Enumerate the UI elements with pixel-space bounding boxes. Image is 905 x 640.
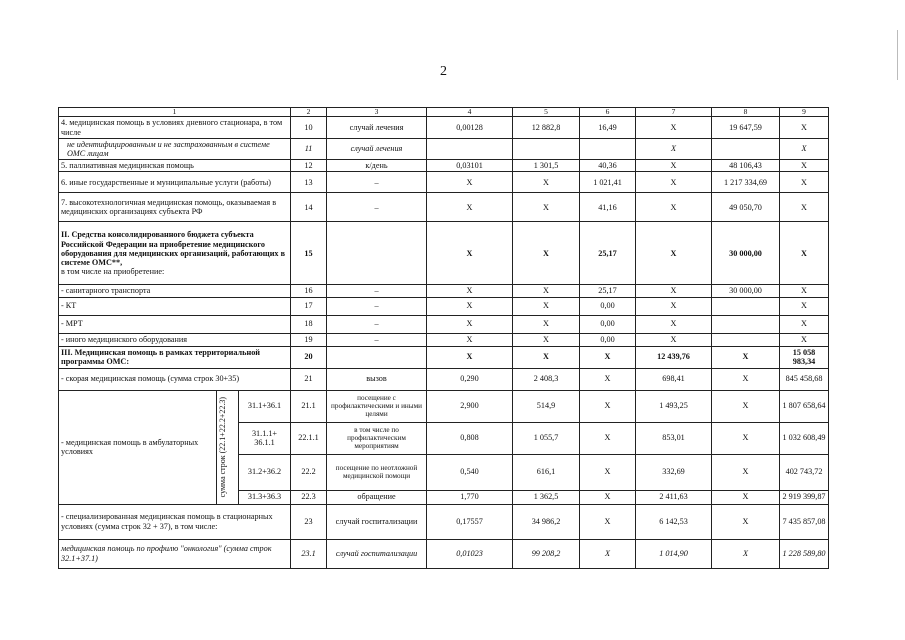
cell: –: [327, 333, 427, 346]
row-name: медицинская помощь по профилю "онкология" (сумма строк 32.1+37.1): [59, 539, 291, 568]
cell: случай госпитализации: [327, 504, 427, 539]
cell: Х: [580, 454, 636, 490]
cell: 7 435 857,08: [780, 504, 829, 539]
cell: –: [327, 172, 427, 193]
cell: 1 055,7: [513, 422, 580, 454]
cell: 16: [291, 285, 327, 297]
cell: Х: [636, 285, 712, 297]
cell: 48 106,43: [712, 160, 780, 172]
table-row: [59, 539, 829, 568]
cell: Х: [636, 160, 712, 172]
header-cell: 7: [636, 108, 712, 117]
cell: Х: [580, 422, 636, 454]
row-name: не идентифицированным и не застрахованным в системе ОМС лицам: [59, 138, 291, 159]
cell: [712, 333, 780, 346]
row-name: - КТ: [59, 297, 291, 315]
header-cell: 5: [513, 108, 580, 117]
cell: Х: [780, 315, 829, 333]
cell: Х: [580, 490, 636, 504]
cell: 332,69: [636, 454, 712, 490]
cell: Х: [712, 539, 780, 568]
cell: 25,17: [580, 285, 636, 297]
cell: 1 228 589,80: [780, 539, 829, 568]
cell: Х: [712, 368, 780, 390]
cell: Х: [636, 222, 712, 285]
cell: 0,00: [580, 297, 636, 315]
cell: 1 032 608,49: [780, 422, 829, 454]
table-row: [59, 297, 829, 315]
cell: 21.1: [291, 390, 327, 422]
cell: Х: [636, 333, 712, 346]
cell: [327, 346, 427, 368]
table-row: [59, 504, 829, 539]
cell: Х: [427, 222, 513, 285]
cell: 845 458,68: [780, 368, 829, 390]
row-name: - скорая медицинская помощь (сумма строк 30+35): [59, 368, 291, 390]
row-name: 7. высокотехнологичная медицинская помощь, оказываемая в медицинских организациях субъекта РФ: [59, 193, 291, 222]
cell: Х: [636, 297, 712, 315]
row-name: - медицинская помощь в амбулаторных условиях: [59, 390, 217, 504]
row-name: - специализированная медицинская помощь в стационарных условиях (сумма строк 32 + 37), в том числе:: [59, 504, 291, 539]
table-row: [59, 368, 829, 390]
cell: Х: [427, 315, 513, 333]
cell: Х: [780, 285, 829, 297]
cell: 41,16: [580, 193, 636, 222]
table-row: [59, 193, 829, 222]
cell: в том числе по профилактическим мероприятиям: [327, 422, 427, 454]
cell: –: [327, 297, 427, 315]
cell: –: [327, 315, 427, 333]
row-name: - МРТ: [59, 315, 291, 333]
cell: Х: [636, 138, 712, 159]
cell: случай лечения: [327, 117, 427, 138]
cell: 23.1: [291, 539, 327, 568]
cell: Х: [712, 422, 780, 454]
row-name: 4. медицинская помощь в условиях дневного стационара, в том числе: [59, 117, 291, 138]
cell: Х: [513, 222, 580, 285]
cell: 1 301,5: [513, 160, 580, 172]
cell: 0,00: [580, 315, 636, 333]
cell: 402 743,72: [780, 454, 829, 490]
table-row: [59, 138, 829, 159]
row-name: - санитарного транспорта: [59, 285, 291, 297]
cell: [513, 138, 580, 159]
cell: 853,01: [636, 422, 712, 454]
cell: 19 647,59: [712, 117, 780, 138]
cell: 1 807 658,64: [780, 390, 829, 422]
margin-mark: [897, 30, 899, 80]
header-cell: 1: [59, 108, 291, 117]
cell: посещение по неотложной медицинской помощи: [327, 454, 427, 490]
cell: [712, 297, 780, 315]
cell: 2 408,3: [513, 368, 580, 390]
cell: 0,808: [427, 422, 513, 454]
table-row: [59, 160, 829, 172]
row-name: 6. иные государственные и муниципальные услуги (работы): [59, 172, 291, 193]
ref-cell: 31.1+36.1: [239, 390, 291, 422]
row-name: [59, 222, 291, 285]
cell: 22.1.1: [291, 422, 327, 454]
cell: 2,900: [427, 390, 513, 422]
cell: 30 000,00: [712, 222, 780, 285]
cell: 20: [291, 346, 327, 368]
cell: Х: [636, 315, 712, 333]
sum-label: сумма строк (22.1+22.2+22.3): [218, 396, 227, 498]
cell: 11: [291, 138, 327, 159]
cell: Х: [712, 504, 780, 539]
cell: 22.2: [291, 454, 327, 490]
cell: случай госпитализации: [327, 539, 427, 568]
cell: 0,290: [427, 368, 513, 390]
cell: [712, 315, 780, 333]
cell: Х: [580, 346, 636, 368]
header-cell: 6: [580, 108, 636, 117]
cell: 1 362,5: [513, 490, 580, 504]
cell: Х: [780, 138, 829, 159]
row-name: III. Медицинская помощь в рамках территориальной программы ОМС:: [59, 346, 291, 368]
cell: 0,540: [427, 454, 513, 490]
cell: 0,01023: [427, 539, 513, 568]
cell: 19: [291, 333, 327, 346]
cell: 1 217 334,69: [712, 172, 780, 193]
ref-cell: 31.1.1+ 36.1.1: [239, 422, 291, 454]
cell: Х: [780, 297, 829, 315]
cell: 0,00: [580, 333, 636, 346]
sum-label-cell: [217, 390, 239, 504]
cell: 2 411,63: [636, 490, 712, 504]
row-name-main: II. Средства консолидированного бюджета субъекта Российской Федерации на приобретение медицинского оборудования для медицинских организаций, работающих в системе ОМС**,: [61, 230, 285, 267]
cell: вызов: [327, 368, 427, 390]
table-row: [59, 346, 829, 368]
cell: Х: [780, 222, 829, 285]
cell: Х: [427, 193, 513, 222]
cell: Х: [580, 539, 636, 568]
cell: 25,17: [580, 222, 636, 285]
cell: Х: [580, 504, 636, 539]
cell: Х: [712, 454, 780, 490]
table-row: [59, 333, 829, 346]
cell: 2 919 399,87: [780, 490, 829, 504]
cell: Х: [427, 346, 513, 368]
cell: Х: [427, 172, 513, 193]
cell: к/день: [327, 160, 427, 172]
cell: 0,00128: [427, 117, 513, 138]
cell: 0,17557: [427, 504, 513, 539]
cell: 14: [291, 193, 327, 222]
cell: Х: [712, 390, 780, 422]
ref-cell: 31.2+36.2: [239, 454, 291, 490]
cell: 698,41: [636, 368, 712, 390]
cell: 18: [291, 315, 327, 333]
table-row: [59, 117, 829, 138]
cell: 23: [291, 504, 327, 539]
cell: случай лечения: [327, 138, 427, 159]
cell: Х: [513, 297, 580, 315]
cell: 12: [291, 160, 327, 172]
table-row: [59, 172, 829, 193]
cell: Х: [427, 333, 513, 346]
page-number: 2: [440, 64, 447, 79]
cell: Х: [513, 315, 580, 333]
row-name: - иного медицинского оборудования: [59, 333, 291, 346]
table-row: [59, 222, 829, 285]
cell: Х: [580, 390, 636, 422]
cell: Х: [780, 333, 829, 346]
cell: 40,36: [580, 160, 636, 172]
cell: Х: [513, 285, 580, 297]
cell: посещение с профилактическими и иными целями: [327, 390, 427, 422]
cell: [327, 222, 427, 285]
cell: 12 439,76: [636, 346, 712, 368]
cell: 49 050,70: [712, 193, 780, 222]
cell: 514,9: [513, 390, 580, 422]
ref-cell: 31.3+36.3: [239, 490, 291, 504]
table-row: [59, 390, 829, 422]
cell: 15 058 983,34: [780, 346, 829, 368]
cell: Х: [427, 285, 513, 297]
header-cell: 3: [327, 108, 427, 117]
cell: [712, 138, 780, 159]
cell: 34 986,2: [513, 504, 580, 539]
cell: Х: [780, 172, 829, 193]
cell: –: [327, 193, 427, 222]
cell: Х: [513, 333, 580, 346]
table-row: [59, 285, 829, 297]
cell: 1 493,25: [636, 390, 712, 422]
cell: 16,49: [580, 117, 636, 138]
cell: 0,03101: [427, 160, 513, 172]
cell: Х: [712, 346, 780, 368]
header-cell: 2: [291, 108, 327, 117]
cell: обращение: [327, 490, 427, 504]
cell: Х: [513, 346, 580, 368]
cell: [580, 138, 636, 159]
cell: Х: [513, 193, 580, 222]
header-cell: 9: [780, 108, 829, 117]
cell: Х: [780, 160, 829, 172]
cell: 1,770: [427, 490, 513, 504]
cell: 17: [291, 297, 327, 315]
row-name-sub: в том числе на приобретение:: [61, 267, 165, 277]
cell: Х: [780, 193, 829, 222]
cell: Х: [780, 117, 829, 138]
row-name: 5. паллиативная медицинская помощь: [59, 160, 291, 172]
cell: 15: [291, 222, 327, 285]
cell: 30 000,00: [712, 285, 780, 297]
cell: Х: [636, 172, 712, 193]
table-row: [59, 315, 829, 333]
header-cell: 4: [427, 108, 513, 117]
cell: 12 882,8: [513, 117, 580, 138]
cell: [427, 138, 513, 159]
cell: 13: [291, 172, 327, 193]
cell: 10: [291, 117, 327, 138]
cell: Х: [427, 297, 513, 315]
cell: –: [327, 285, 427, 297]
cell: 616,1: [513, 454, 580, 490]
cell: Х: [636, 117, 712, 138]
cell: 6 142,53: [636, 504, 712, 539]
header-cell: 8: [712, 108, 780, 117]
cell: 21: [291, 368, 327, 390]
cell: Х: [513, 172, 580, 193]
cell: 1 021,41: [580, 172, 636, 193]
header-row: [59, 108, 829, 117]
cell: 1 014,90: [636, 539, 712, 568]
cell: Х: [712, 490, 780, 504]
cell: 99 208,2: [513, 539, 580, 568]
cell: Х: [580, 368, 636, 390]
statistics-table: [58, 107, 829, 569]
cell: 22.3: [291, 490, 327, 504]
cell: Х: [636, 193, 712, 222]
